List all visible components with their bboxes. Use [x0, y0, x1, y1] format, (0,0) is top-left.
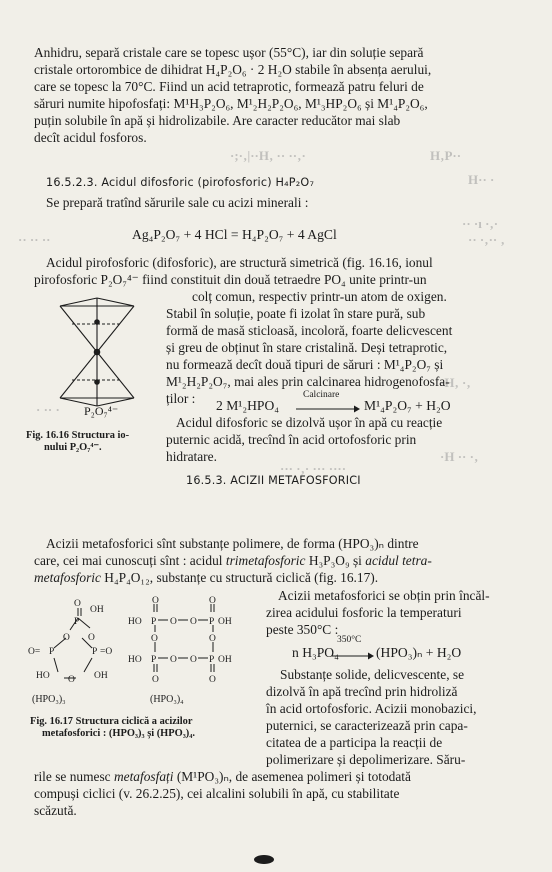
svg-text:OH: OH	[218, 617, 232, 627]
svg-text:O: O	[88, 633, 95, 643]
text-line: nu formează decît două tipuri de săruri : M¹₄P₂O₇ și	[166, 357, 444, 372]
calcination-reaction-right: M¹₄P₂O₇ + H₂O	[364, 398, 451, 413]
text-line: dizolvă în apă trecînd prin hidroliză	[266, 684, 458, 699]
svg-text:O: O	[74, 599, 81, 609]
svg-text:P: P	[209, 655, 215, 665]
svg-text:P: P	[151, 655, 157, 665]
svg-text:P: P	[74, 617, 80, 627]
text-line: rile se numesc metafosfați (M¹PO₃)ₙ, de asemenea polimeri și totodată	[34, 769, 411, 784]
svg-text:HO: HO	[128, 617, 142, 627]
svg-text:O: O	[190, 655, 197, 665]
svg-text:O: O	[152, 596, 159, 606]
svg-text:O: O	[170, 655, 177, 665]
figure-label: (HPO₃)₃	[32, 694, 66, 705]
svg-text:OH: OH	[94, 671, 108, 681]
figure-caption: Fig. 16.17 Structura ciclică a acizilor	[30, 716, 193, 727]
text-line: scăzută.	[34, 803, 77, 818]
trimetaphosphoric-ring	[54, 608, 92, 678]
figure-label: P₂O₇⁴⁻	[84, 404, 119, 418]
figure-caption: metafosforici : (HPO₃)₃ și (HPO₃)₄.	[42, 728, 195, 739]
text-line: metafosforic H₄P₄O₁₂, substanțe cu structură ciclică (fig. 16.17).	[34, 570, 379, 585]
bleed-through-mark: ·· ·‚·· ‚	[468, 232, 505, 247]
svg-text:O: O	[190, 617, 197, 627]
text-line: puțin solubile în apă și hidrolizabile. Are caracter reducător mai slab	[34, 113, 401, 128]
bleed-through-mark: ·H‚ ·‚	[440, 375, 471, 390]
bleed-through-mark: · ·· ·	[36, 402, 60, 417]
svg-text:OH: OH	[90, 605, 104, 615]
text-line: Acidul pirofosforic (difosforic), are structură simetrică (fig. 16.16, ionul	[46, 255, 433, 270]
text-line: citatea de a participa la reacții de	[266, 735, 443, 750]
bleed-through-mark: H‚P··	[430, 148, 462, 163]
metaphosphoric-reaction-left: n H₃PO₄	[292, 645, 339, 660]
svg-text:O: O	[68, 675, 75, 685]
bleed-through-mark: ·· ·· ··	[18, 232, 51, 247]
text-line: care se topesc la 70°C. Fiind un acid tetraprotic, formează patru feluri de	[34, 79, 424, 94]
reaction-arrow	[332, 651, 374, 661]
svg-text:P: P	[209, 617, 215, 627]
bleed-through-mark: ·H ·· ·‚	[440, 449, 479, 464]
ink-blot	[254, 855, 274, 864]
svg-text:O: O	[63, 633, 70, 643]
text-line: M¹₂H₂P₂O₇, mai ales prin calcinarea hidrogenofosfa-	[166, 374, 450, 389]
text-line: zirea acidului fosforic la temperaturi	[266, 605, 462, 620]
chemical-equation: Ag₄P₂O₇ + 4 HCl = H₄P₂O₇ + 4 AgCl	[132, 227, 337, 242]
metaphosphoric-structures-figure	[18, 596, 248, 706]
text-line: Se prepară tratînd sărurile sale cu acizi minerali :	[46, 195, 309, 210]
text-line: Anhidru, separă cristale care se topesc ușor (55°C), iar din soluție separă	[34, 45, 424, 60]
text-line: Substanțe solide, delicvescente, se	[280, 667, 465, 682]
svg-text:O: O	[209, 675, 216, 685]
reaction-arrow	[296, 404, 360, 414]
text-line: puternic acidă, trecînd în acid ortofosforic prin	[166, 432, 417, 447]
text-line: cristale ortorombice de dihidrat H₄P₂O₆ · 2 H₂O stabile în absența aerului,	[34, 62, 432, 77]
text-line: ților :	[166, 391, 196, 406]
text-line: compuși ciclici (v. 26.2.25), cei alcalini solubili în apă, cu stabilitate	[34, 786, 400, 801]
section-heading: 16.5.2.3. Acidul difosforic (pirofosforic) H₄P₂O₇	[46, 176, 315, 189]
svg-text:O: O	[209, 596, 216, 606]
bleed-through-mark: ·;·‚|··H‚ ·· ··‚·	[230, 148, 306, 163]
pyrophosphate-tetrahedra-figure	[52, 294, 142, 420]
text-line: peste 350°C :	[266, 622, 339, 637]
svg-text:O=: O=	[28, 647, 41, 657]
figure-caption: Fig. 16.16 Structura io-	[26, 430, 130, 441]
svg-text:=O: =O	[100, 647, 113, 657]
svg-text:HO: HO	[128, 655, 142, 665]
text-line: Stabil în soluție, poate fi izolat în stare pură, sub	[166, 306, 426, 321]
text-line: puternici, se caracterizează prin capa-	[266, 718, 468, 733]
svg-text:P: P	[49, 647, 55, 657]
svg-text:O: O	[209, 634, 216, 644]
svg-text:P: P	[151, 617, 157, 627]
text-line: Acizii metafosforici sînt substanțe polimere, de forma (HPO₃)ₙ dintre	[46, 536, 419, 551]
svg-text:P: P	[92, 647, 98, 657]
figure-caption: nului P₂O₇⁴⁻.	[44, 442, 102, 453]
svg-text:O: O	[152, 675, 159, 685]
text-line: care, cei mai cunoscuți sînt : acidul trimetafosforic H₃P₃O₉ și acidul tetra-	[34, 553, 432, 568]
figure-label: (HPO₃)₄	[150, 694, 184, 705]
text-line: formă de masă sticloasă, incoloră, foarte delicvescent	[166, 323, 453, 338]
calcination-reaction-left: 2 M¹₂HPO₄	[216, 398, 280, 413]
text-line: hidratare.	[166, 449, 217, 464]
text-line: și greu de obținut în stare cristalină. Deși tetraprotic,	[166, 340, 448, 355]
section-heading: 16.5.3. ACIZII METAFOSFORICI	[186, 474, 361, 487]
bleed-through-mark: ··· ·‚· ··· ····	[280, 461, 347, 476]
metaphosphoric-reaction-right: (HPO₃)ₙ + H₂O	[376, 645, 462, 660]
reaction-condition-label: Calcinare	[303, 390, 340, 400]
svg-text:O: O	[170, 617, 177, 627]
svg-text:HO: HO	[36, 671, 50, 681]
text-line: săruri numite hipofosfați: M¹H₃P₂O₆, M¹₂H₂P₂O₆, M¹₃HP₂O₆ și M¹₄P₂O₆,	[34, 96, 428, 111]
text-line: Acidul difosforic se dizolvă ușor în apă cu reacție	[176, 415, 443, 430]
text-line: pirofosforic P₂O₇⁴⁻ fiind constituit din două tetraedre PO₄ unite printr-un	[34, 272, 427, 287]
svg-text:OH: OH	[218, 655, 232, 665]
text-line: Acizii metafosforici se obțin prin încăl-	[278, 588, 490, 603]
text-line: polimerizare și depolimerizare. Săru-	[266, 752, 466, 767]
text-line: colț comun, respectiv printr-un atom de oxigen.	[192, 289, 447, 304]
text-line: în acid ortofosforic. Acizii monobazici,	[266, 701, 477, 716]
tetrametaphosphoric-ring	[154, 604, 214, 672]
reaction-condition-label: 350°C	[337, 635, 362, 645]
svg-text:O: O	[151, 634, 158, 644]
bleed-through-mark: ·· ·ı ·‚·	[462, 216, 499, 231]
bleed-through-mark: H·· ·	[468, 172, 495, 187]
text-line: decît acidul fosforos.	[34, 130, 147, 145]
